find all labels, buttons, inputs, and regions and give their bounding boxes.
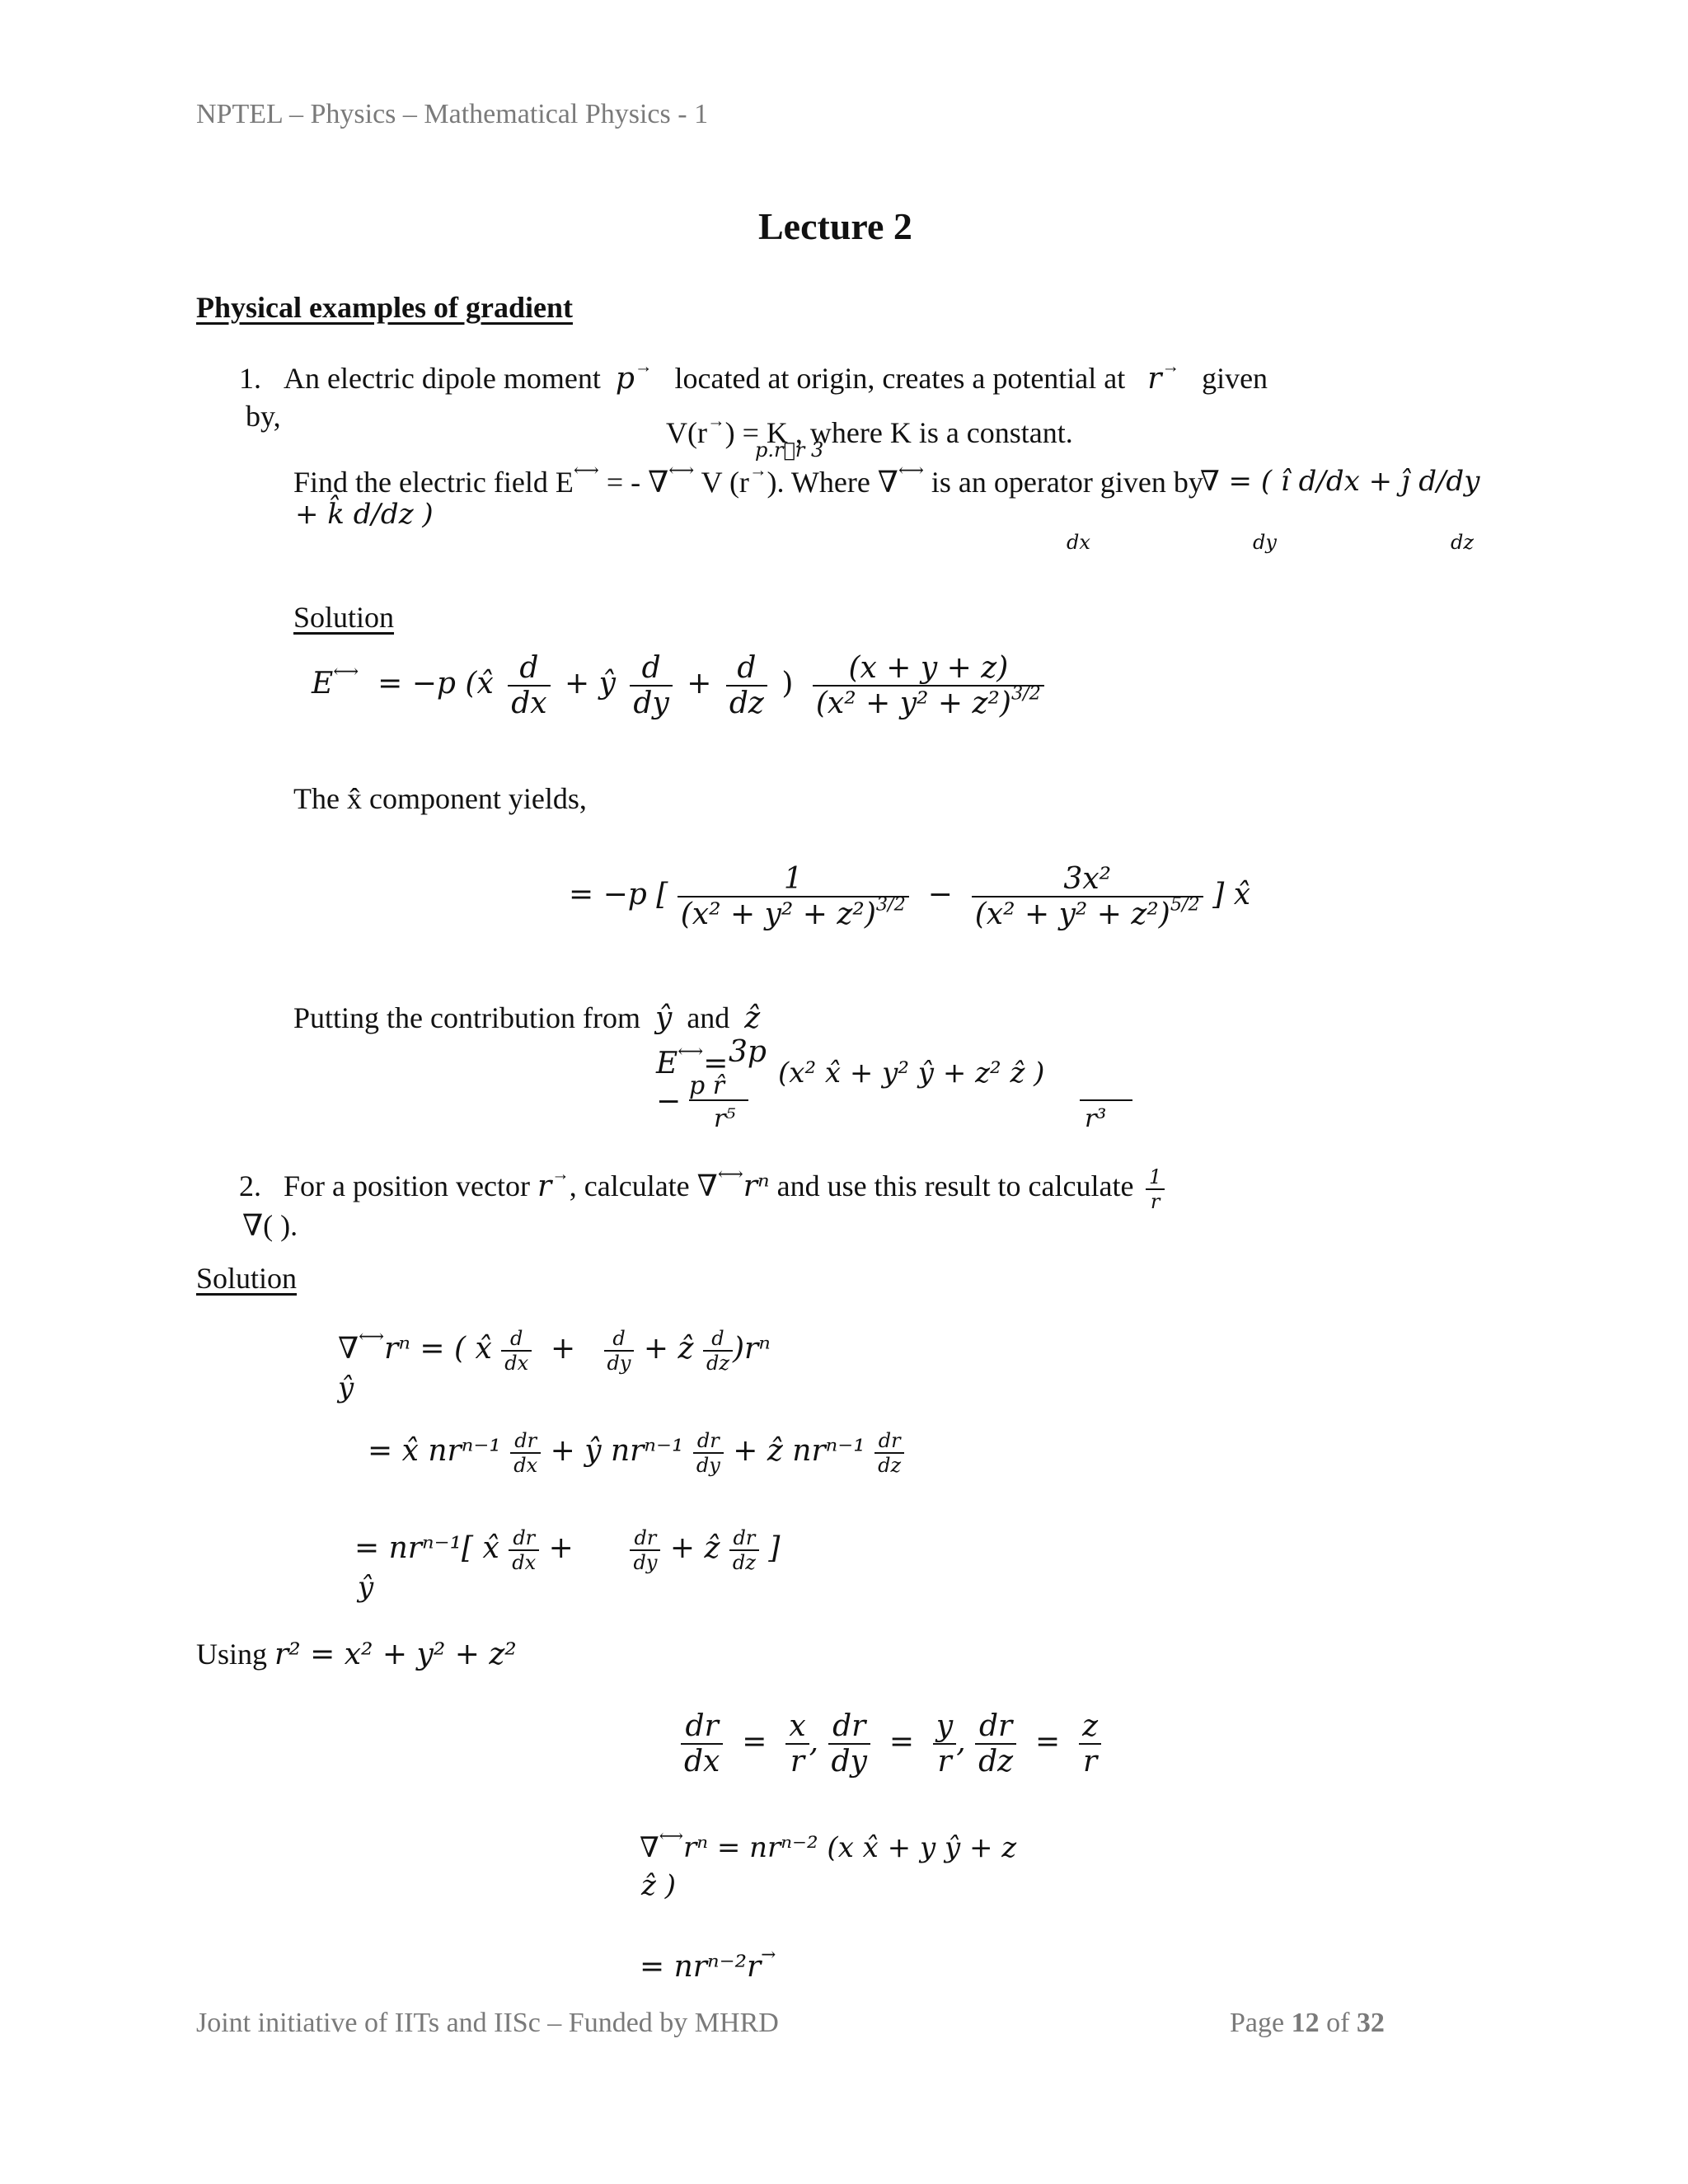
dx-label: dx	[1067, 531, 1090, 554]
q1-text-a: An electric dipole moment	[284, 362, 601, 395]
derivatives-line: $\frac{dr}{dx}$ = $\frac{x}{r}$ , $\frac{dr}{dy}$ = $\frac{y}{r}$ , $\frac{dr}{dz}$ = $\frac{z}{r}$	[681, 1709, 1101, 1779]
running-header: NPTEL – Physics – Mathematical Physics - 1	[196, 99, 709, 129]
final-r5: r⁵	[714, 1104, 736, 1133]
operator-definition: ∇ = ( î d/dx + ĵ d/dy	[1200, 465, 1480, 498]
q1-p: p	[615, 362, 635, 396]
final-paren: (x² x̂ + y² ŷ + z² ẑ )	[778, 1057, 1045, 1090]
final-pr: p r̂	[689, 1071, 725, 1100]
final-fraction-bar	[689, 1099, 748, 1101]
section-heading: Physical examples of gradient	[196, 291, 573, 324]
final-3p: 3p	[729, 1035, 767, 1069]
final-minus: −	[656, 1085, 682, 1118]
q1-text-c: given	[1202, 362, 1268, 395]
s2-line1: ∇⟷rⁿ = ( x̂ $\frac{d}{dx}$ + $\frac{d}{dy}$ + ẑ $\frac{d}{dz}$ )rⁿ	[338, 1326, 771, 1375]
q1-by: by,	[246, 400, 281, 433]
s2-line3: = nrⁿ⁻¹[ x̂ $\frac{dr}{dx}$ + $\frac{dr}{dy}$ + ẑ $\frac{dr}{dz}$ ]	[354, 1526, 781, 1574]
vector-arrow-icon: →	[1161, 356, 1180, 377]
s2-line1-yhat: ŷ	[338, 1371, 354, 1404]
s2-line3-yhat: ŷ	[358, 1571, 374, 1604]
final-fraction-bar-2	[1080, 1099, 1132, 1101]
page-title: Lecture 2	[758, 205, 912, 247]
solution-1-label: Solution	[293, 601, 395, 634]
footer-left: Joint initiative of IITs and IISc – Funded by MHRD	[196, 2008, 779, 2038]
q1-number: 1.	[239, 362, 261, 395]
final-r3: r³	[1085, 1104, 1107, 1133]
operator-definition-line2: + k̂ d/dz )	[295, 498, 434, 531]
q1-text-b: located at origin, creates a potential at	[674, 362, 1126, 395]
grad-rn-line2: ẑ )	[641, 1869, 676, 1902]
q2-fraction: $\frac{1}{r}$	[1146, 1165, 1165, 1213]
field-equation: E⟷ = −p (x̂ $\frac{d}{dx}$ + ŷ $\frac{d}{dy}$ + $\frac{d}{dz}$ ) $\frac{(x + y + z)}{(x^2 + y^2 + z^2)^{3/2}}$	[312, 651, 1044, 720]
final-E: E⟷=	[656, 1041, 729, 1080]
result-line: = nrⁿ⁻²r→	[640, 1944, 776, 1984]
dy-label: dy	[1253, 531, 1277, 554]
x-component-text: The x̂ component yields,	[293, 782, 587, 815]
page-number: Page 12 of 32	[1230, 2008, 1385, 2038]
putting-contribution-line: Putting the contribution from ŷ and ẑ	[293, 1001, 761, 1035]
grad-rn-line: ∇⟷rⁿ = nrⁿ⁻² (x x̂ + y ŷ + z	[640, 1825, 1017, 1864]
q1-find-line: Find the electric field E⟷ = - ∇⟷ V (r→). Where ∇⟷ is an operator given by	[293, 460, 1203, 499]
q1-line1	[239, 356, 1268, 396]
potential-line: V(r→) = K , where K is a constant.	[666, 410, 1073, 449]
potential-denominator: p.r⃗r 3	[755, 438, 824, 462]
using-line: Using r² = x² + y² + z²	[196, 1638, 517, 1671]
s2-line2: = x̂ nrⁿ⁻¹ $\frac{dr}{dx}$ + ŷ nrⁿ⁻¹ $\frac{dr}{dy}$ + ẑ nrⁿ⁻¹ $\frac{dr}{dz}$	[368, 1429, 904, 1477]
vector-arrow-icon: →	[634, 356, 653, 377]
q2-line2: ∇( ).	[242, 1209, 298, 1242]
q1-r: r	[1147, 362, 1162, 396]
dz-label: dz	[1451, 531, 1475, 554]
q2-line1: 2. For a position vector r→, calculate ∇⟷rⁿ and use this result to calculate	[239, 1164, 1134, 1203]
solution-2-label: Solution	[196, 1262, 298, 1295]
x-component-equation: = −p [ $\frac{1}{(x^2 + y^2 + z^2)^{3/2}}$ − $\frac{\text{3x²}}{(x^2 + y^2 + z^2)^{5/2}}$ ] x̂	[569, 862, 1250, 931]
